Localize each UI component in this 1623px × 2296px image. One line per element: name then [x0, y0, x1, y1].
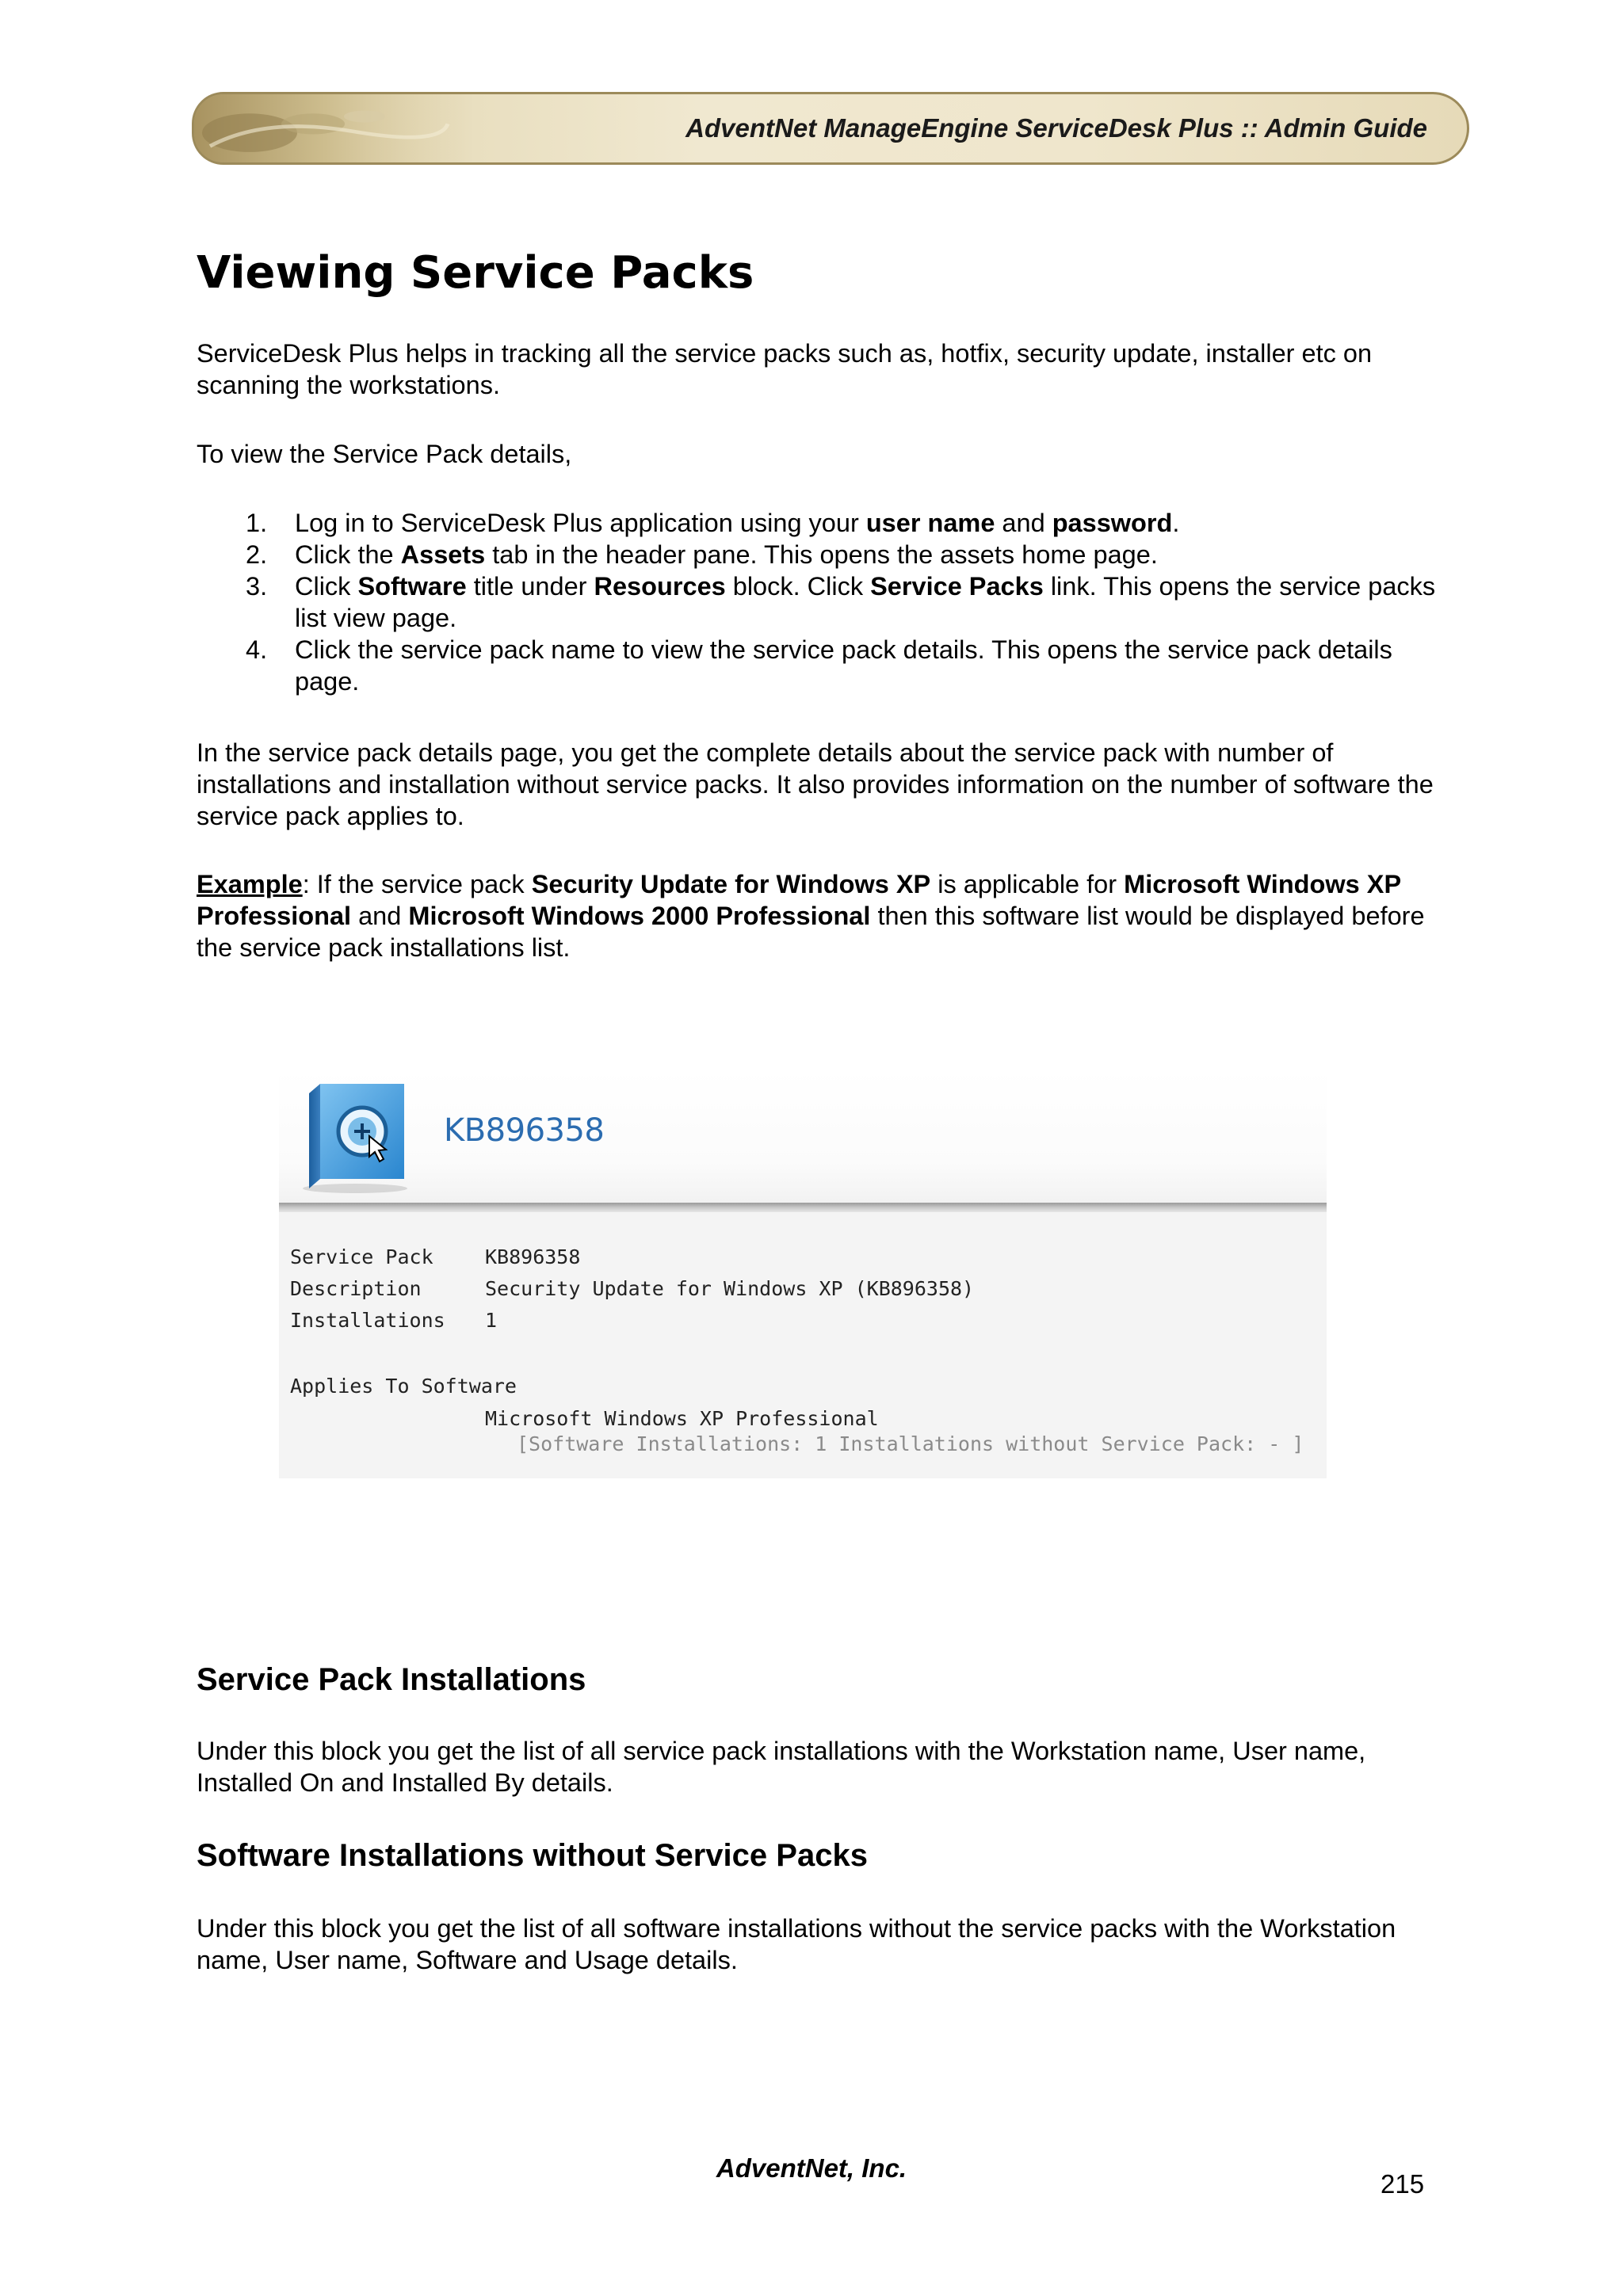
section-heading: Service Pack Installations: [197, 1662, 586, 1697]
section-heading: Software Installations without Service Packs: [197, 1838, 868, 1873]
field-value: 1: [485, 1309, 498, 1332]
view-intro-paragraph: To view the Service Pack details,: [197, 440, 572, 468]
list-item: 2. Click the Assets tab in the header pane. This opens the assets home page.: [246, 540, 1158, 569]
footer-company: AdventNet, Inc.: [716, 2153, 907, 2183]
header-logo-art: [194, 94, 456, 162]
field-label: Description: [290, 1277, 422, 1300]
list-item: 3. Click Software title under Resources block. Click Service Packs link. This opens the service packs list view page.: [246, 572, 1436, 632]
example-paragraph: Example: If the service pack Security Update for Windows XP is applicable for Microsoft Windows XP Professional and Microsoft Windows 2000 Professional then this software list would be displayed before the service pack installations list.: [197, 870, 1425, 962]
header-title: AdventNet ManageEngine ServiceDesk Plus :: Admin Guide: [685, 113, 1427, 143]
list-item: 4. Click the service pack name to view the service pack details. This opens the service pack details page.: [246, 635, 1392, 696]
software-stats: [Software Installations: 1 Installations without Service Pack: - ]: [517, 1432, 1304, 1455]
page-number: 215: [1381, 2169, 1425, 2199]
steps-list: [197, 507, 1441, 697]
intro-paragraph: ServiceDesk Plus helps in tracking all the service packs such as, hotfix, security update, installer etc on scanning the workstations.: [197, 339, 1373, 399]
field-label: Service Pack: [290, 1245, 433, 1268]
section-paragraph: Under this block you get the list of all software installations without the service packs with the Workstation name, User name, Software and Usage details.: [197, 1914, 1396, 1974]
example-label: Example: [197, 870, 303, 898]
applies-to-label: Applies To Software: [290, 1375, 517, 1398]
service-pack-box-icon: [293, 1077, 412, 1196]
software-name: Microsoft Windows XP Professional: [485, 1407, 879, 1430]
header-banner: [192, 92, 1469, 165]
list-item: 1. Log in to ServiceDesk Plus application using your user name and password.: [246, 509, 1180, 537]
details-paragraph: In the service pack details page, you get the complete details about the service pack with number of installations and installation without service packs. It also provides information on the number of software the service pack applies to.: [197, 738, 1434, 830]
field-value: Security Update for Windows XP (KB896358): [485, 1277, 975, 1300]
section-paragraph: Under this block you get the list of all service pack installations with the Workstation name, User name, Installed On and Installed By details.: [197, 1737, 1366, 1797]
field-value: KB896358: [485, 1245, 581, 1268]
page-title: Viewing Service Packs: [197, 247, 754, 299]
field-label: Installations: [290, 1309, 445, 1332]
service-pack-details-screenshot: [279, 1070, 1327, 1478]
divider: [279, 1203, 1327, 1212]
service-pack-title: KB896358: [444, 1112, 605, 1149]
